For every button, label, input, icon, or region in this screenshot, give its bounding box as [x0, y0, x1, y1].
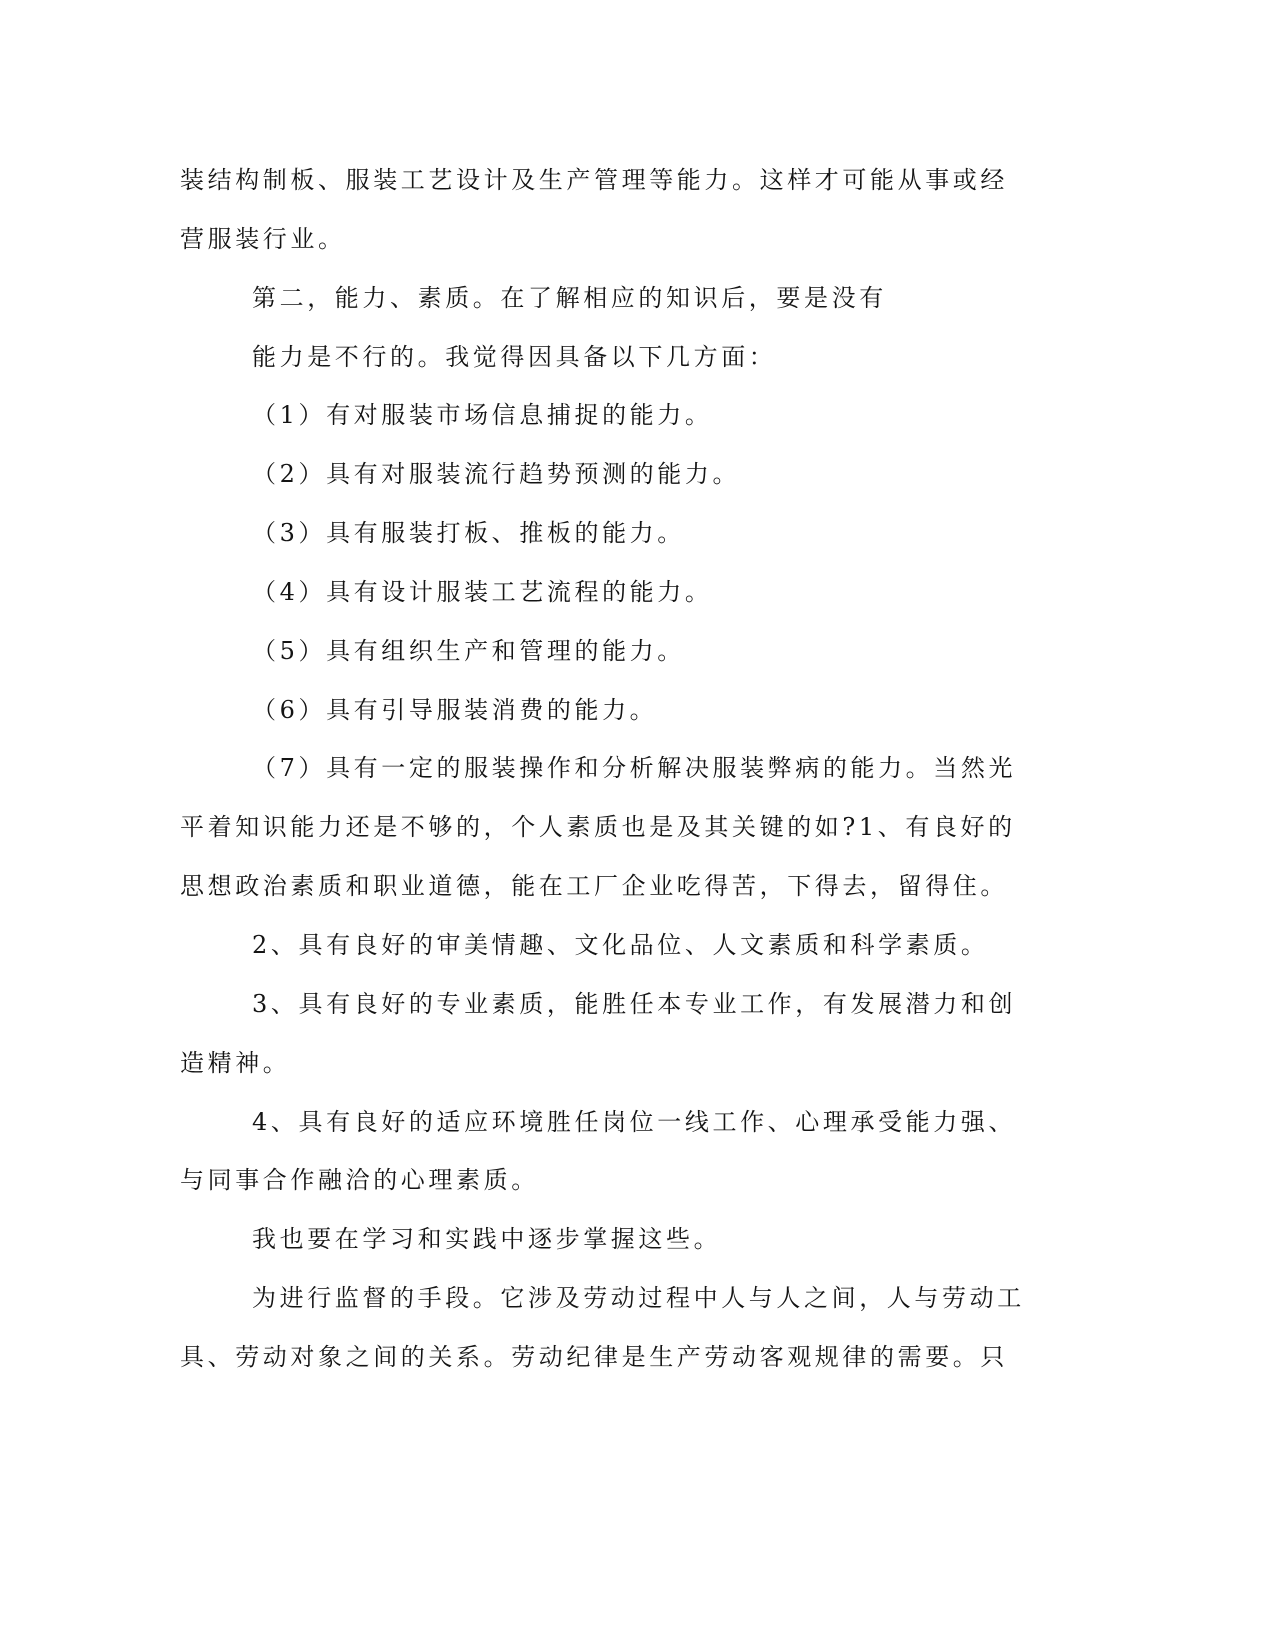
text-line: （2）具有对服装流行趋势预测的能力。: [252, 460, 741, 489]
ability-item-6: [180, 681, 1180, 740]
paragraph-continued: [180, 151, 1180, 269]
paragraph-labor-discipline: [180, 1269, 1180, 1387]
text-line: 平着知识能力还是不够的，个人素质也是及其关键的如?1、有良好的: [180, 813, 1016, 842]
ability-item-7: [180, 739, 1180, 916]
ability-item-3: [180, 504, 1180, 563]
text-line: 第二，能力、素质。在了解相应的知识后，要是没有: [252, 283, 887, 312]
text-line: （1）有对服装市场信息捕捉的能力。: [252, 401, 713, 430]
text-line: 思想政治素质和职业道德，能在工厂企业吃得苦，下得去，留得住。: [180, 872, 1008, 901]
quality-item-4: [180, 1093, 1180, 1211]
text-line: 2、具有良好的审美情趣、文化品位、人文素质和科学素质。: [252, 930, 989, 959]
ability-item-5: [180, 622, 1180, 681]
text-line: 装结构制板、服装工艺设计及生产管理等能力。这样才可能从事或经: [180, 166, 1008, 194]
paragraph-section-two: [180, 269, 1180, 328]
text-line: （7）具有一定的服装操作和分析解决服装弊病的能力。当然光: [252, 754, 1017, 783]
text-line: 营服装行业。: [180, 224, 346, 253]
quality-item-2: [180, 916, 1180, 975]
text-line: 为进行监督的手段。它涉及劳动过程中人与人之间，人与劳动工: [252, 1284, 1025, 1313]
text-line: 能力是不行的。我觉得因具备以下几方面：: [252, 342, 777, 371]
paragraph-closing: [180, 1210, 1180, 1269]
ability-item-4: [180, 563, 1180, 622]
text-line: （4）具有设计服装工艺流程的能力。: [252, 577, 713, 606]
paragraph-ability-intro: [180, 328, 1180, 387]
text-line: 造精神。: [180, 1048, 291, 1077]
text-line: 与同事合作融洽的心理素质。: [180, 1166, 539, 1195]
document-body: [180, 151, 1180, 1387]
text-line: （5）具有组织生产和管理的能力。: [252, 636, 685, 665]
text-line: 具、劳动对象之间的关系。劳动纪律是生产劳动客观规律的需要。只: [180, 1342, 1008, 1371]
ability-item-2: [180, 445, 1180, 504]
ability-item-1: [180, 386, 1180, 445]
text-line: （3）具有服装打板、推板的能力。: [252, 519, 685, 548]
text-line: （6）具有引导服装消费的能力。: [252, 695, 658, 724]
quality-item-3: [180, 975, 1180, 1093]
text-line: 4、具有良好的适应环境胜任岗位一线工作、心理承受能力强、: [252, 1107, 1017, 1136]
text-line: 3、具有良好的专业素质，能胜任本专业工作，有发展潜力和创: [252, 989, 1017, 1018]
text-line: 我也要在学习和实践中逐步掌握这些。: [252, 1225, 722, 1254]
